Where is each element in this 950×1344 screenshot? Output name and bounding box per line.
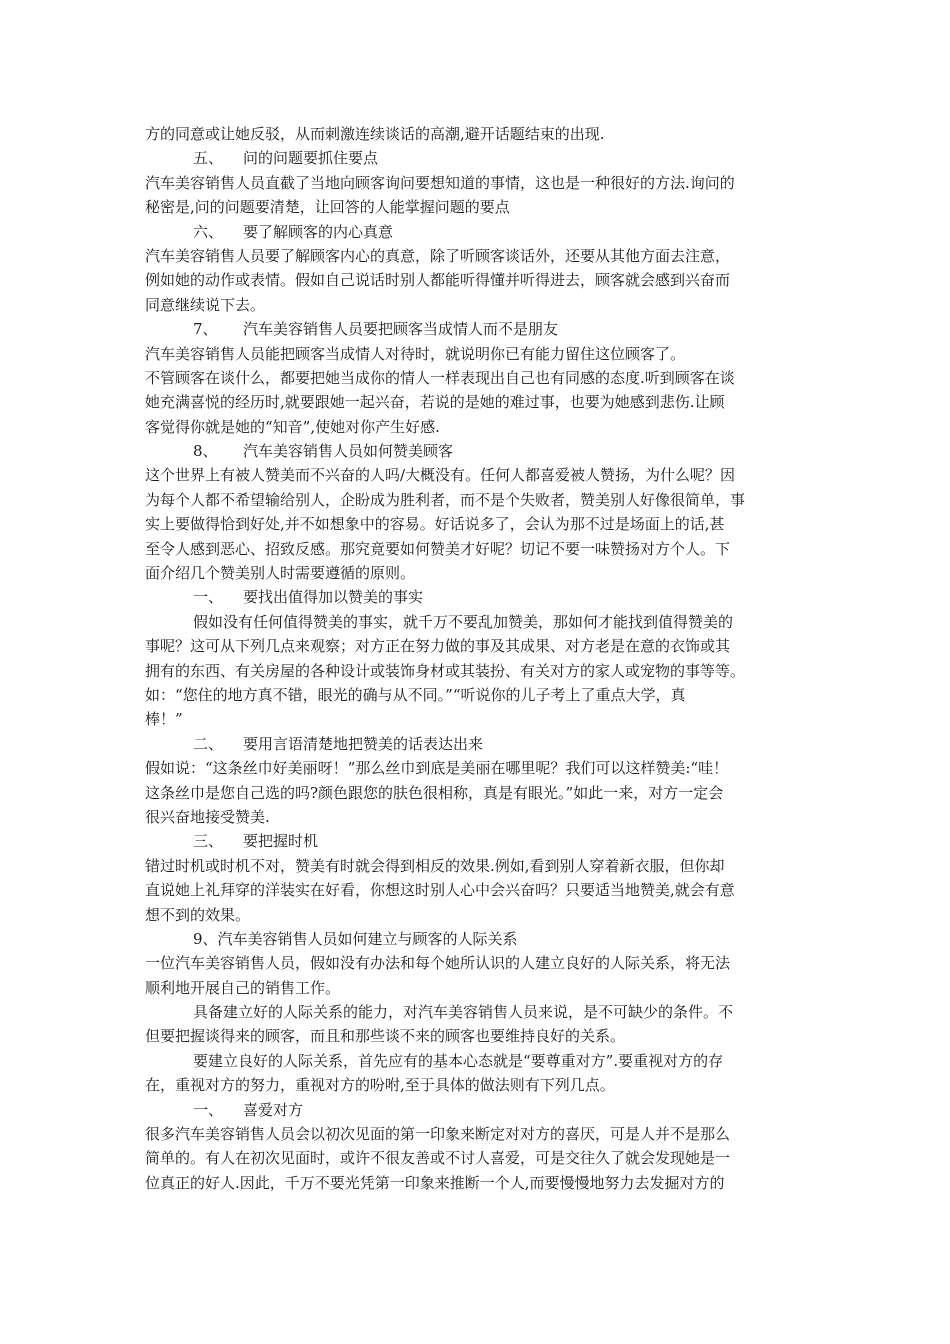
paragraph-line: 面介绍几个赞美别人时需要遵循的原则。 — [145, 564, 416, 583]
paragraph-line: 为每个人都不希望输给别人，企盼成为胜利者，而不是个失败者，赞美别人好像很简单，事 — [145, 490, 746, 509]
section-heading — [145, 1098, 810, 1122]
paragraph-line: 位真正的好人.因此，千万不要光凭第一印象来推断一个人,而要慢慢地努力去发掘对方的 — [145, 1173, 725, 1192]
paragraph-line: 错过时机或时机不对，赞美有时就会得到相反的效果.例如,看到别人穿着新衣服，但你却 — [145, 856, 725, 875]
paragraph-line: 在，重视对方的努力，重视对方的吩咐,至于具体的做法则有下列几点。 — [145, 1076, 615, 1095]
heading-text: 要用言语清楚地把赞美的话表达出来 — [243, 734, 484, 753]
section-heading — [145, 146, 810, 170]
section-heading — [145, 439, 810, 463]
paragraph-line: 很兴奋地接受赞美. — [145, 807, 270, 826]
paragraph-line: 一位汽车美容销售人员，假如没有办法和每个她所认识的人建立良好的人际关系，将无法 — [145, 954, 731, 973]
paragraph-line: 要建立良好的人际关系，首先应有的基本心态就是“要尊重对方”.要重视对方的存 — [193, 1051, 724, 1070]
paragraph-line: 例如她的动作或表情。假如自己说话时别人都能听得懂并听得进去，顾客就会感到兴奋而 — [145, 271, 731, 290]
paragraph-line: 这条丝巾是您自己选的吗?颜色跟您的肤色很相称，真是有眼光。”如此一来，对方一定会 — [145, 783, 724, 802]
paragraph-line: 这个世界上有被人赞美而不兴奋的人吗/大概没有。任何人都喜爱被人赞扬，为什么呢？因 — [145, 466, 736, 485]
paragraph-line: 汽车美容销售人员能把顾客当成情人对待时，就说明你已有能力留住这位顾客了。 — [145, 344, 686, 363]
heading-number: 7、 — [193, 320, 218, 339]
paragraph-line: 具备建立好的人际关系的能力，对汽车美容销售人员来说，是不可缺少的条件。不 — [193, 1003, 734, 1022]
section-heading — [145, 220, 810, 244]
heading-text: 要把握时机 — [243, 832, 319, 851]
section-heading — [145, 829, 810, 853]
paragraph-line: 很多汽车美容销售人员会以初次见面的第一印象来断定对对方的喜厌，可是人并不是那么 — [145, 1125, 731, 1144]
section-heading — [145, 732, 810, 756]
paragraph-line: 假如没有任何值得赞美的事实，就千万不要乱加赞美，那如何才能找到值得赞美的 — [193, 612, 734, 631]
heading-number: 一、 — [193, 588, 224, 607]
heading-number: 一、 — [193, 1100, 224, 1119]
paragraph-line: 简单的。有人在初次见面时，或许不很友善或不讨人喜爱，可是交往久了就会发现她是一 — [145, 1149, 731, 1168]
paragraph-line: 想不到的效果。 — [145, 905, 251, 924]
paragraph-line: 汽车美容销售人员要了解顾客内心的真意，除了听顾客谈话外，还要从其他方面去注意， — [145, 246, 731, 265]
heading-text: 喜爱对方 — [243, 1100, 304, 1119]
document-page — [145, 122, 810, 1195]
paragraph-line: 拥有的东西、有关房屋的各种设计或装饰身材或其装扮、有关对方的家人或宠物的事等等。 — [145, 661, 746, 680]
section-heading: 9、汽车美容销售人员如何建立与顾客的人际关系 — [193, 929, 518, 948]
heading-number: 二、 — [193, 734, 224, 753]
heading-text: 问的问题要抓住要点 — [243, 149, 379, 168]
paragraph-line: 同意继续说下去。 — [145, 295, 266, 314]
paragraph-line: 顺利地开展自己的销售工作。 — [145, 978, 341, 997]
heading-number: 六、 — [193, 222, 224, 241]
section-heading — [145, 317, 810, 341]
heading-text: 要了解顾客的内心真意 — [243, 222, 394, 241]
heading-text: 要找出值得加以赞美的事实 — [243, 588, 424, 607]
heading-text: 汽车美容销售人员如何赞美顾客 — [243, 442, 454, 461]
paragraph-line: 棒！” — [145, 710, 183, 729]
heading-number: 三、 — [193, 832, 224, 851]
paragraph-line: 她充满喜悦的经历时,就要跟她一起兴奋，若说的是她的难过事，也要为她感到悲伤.让顾 — [145, 393, 725, 412]
paragraph-line: 假如说：“这条丝巾好美丽呀！”那么丝巾到底是美丽在哪里呢？我们可以这样赞美:“哇！ — [145, 759, 729, 778]
paragraph-line: 方的同意或让她反驳，从而刺激连续谈话的高潮,避开话题结束的出现. — [145, 125, 605, 143]
paragraph-line: 但要把握谈得来的顾客，而且和那些谈不来的顾客也要维持良好的关系。 — [145, 1027, 626, 1046]
paragraph-line: 至令人感到恶心、招致反感。那究竟要如何赞美才好呢？切记不要一味赞扬对方个人。下 — [145, 539, 731, 558]
heading-text: 汽车美容销售人员要把顾客当成情人而不是朋友 — [243, 320, 559, 339]
paragraph-line: 不管顾客在谈什么，都要把她当成你的情人一样表现出自己也有同感的态度.听到顾客在谈 — [145, 368, 735, 387]
paragraph-line: 直说她上礼拜穿的洋装实在好看，你想这时别人心中会兴奋吗？只要适当地赞美,就会有意 — [145, 881, 735, 900]
paragraph-line: 汽车美容销售人员直截了当地向顾客询问要想知道的事情，这也是一种很好的方法.询问的 — [145, 173, 735, 192]
heading-number: 五、 — [193, 149, 224, 168]
paragraph-line: 实上要做得恰到好处,并不如想象中的容易。好话说多了，会认为那不过是场面上的话,甚 — [145, 515, 725, 534]
paragraph-line: 如：“您住的地方真不错，眼光的确与从不同。”“听说你的儿子考上了重点大学，真 — [145, 685, 686, 704]
heading-number: 8、 — [193, 442, 218, 461]
paragraph-line: 客觉得你就是她的“知音”,使她对你产生好感. — [145, 417, 440, 436]
paragraph-line: 事呢？这可从下列几点来观察；对方正在努力做的事及其成果、对方老是在意的衣饰或其 — [145, 637, 731, 656]
paragraph-line: 秘密是,问的问题要清楚，让回答的人能掌握问题的要点 — [145, 198, 510, 217]
section-heading — [145, 585, 810, 609]
